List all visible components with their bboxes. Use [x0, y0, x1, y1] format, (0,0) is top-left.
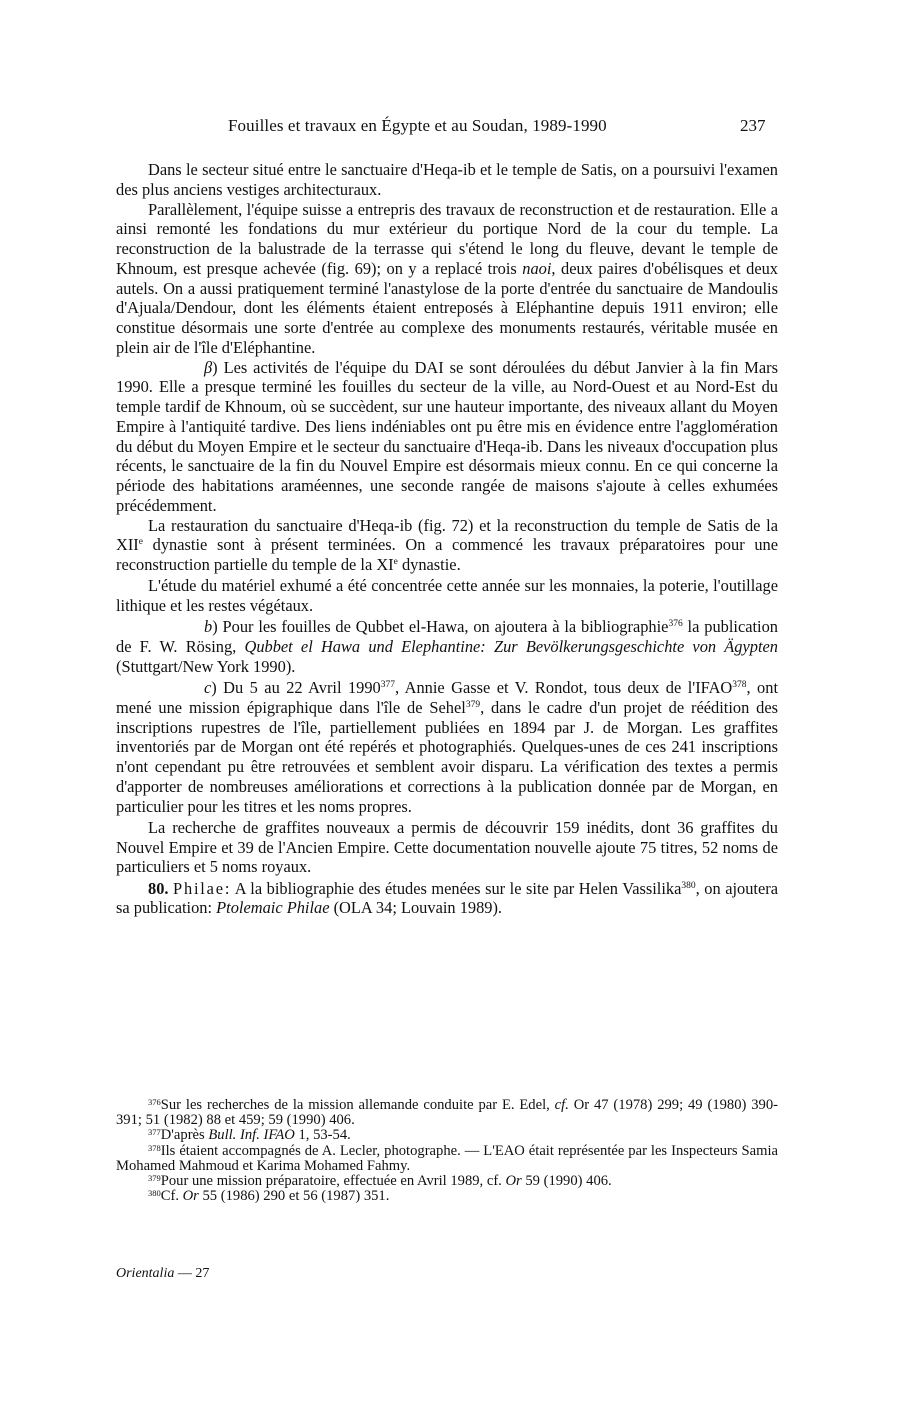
paragraph-2 [116, 200, 778, 358]
paragraph-1-text: Dans le secteur situé entre le sanctuaire d'Heqa-ib et le temple de Satis, on a poursuivi l'examen des plus anciens vestiges architecturaux. [116, 160, 778, 199]
footnote-text: Cf. [160, 1188, 183, 1205]
footnote-ref-376[interactable]: 376 [668, 619, 683, 630]
paragraph-5-text: L'étude du matériel exhumé a été concentrée cette année sur les monnaies, la poterie, l'outillage lithique et les restes végétaux. [116, 576, 778, 615]
book-title: Qubbet el Hawa und Elephantine: Zur Bevölkerungsgeschichte von Ägypten [244, 637, 778, 656]
paragraph-8 [116, 818, 778, 877]
section-label-beta: β [204, 357, 213, 377]
footnote-text: 55 (1986) 290 et 56 (1987) 351. [198, 1188, 390, 1205]
footnote-text: 1, 53-54. [294, 1127, 351, 1144]
footnote-number: 377 [148, 1127, 161, 1138]
footnote-text: 59 (1990) 406. [521, 1173, 612, 1190]
footnote-text: D'après [160, 1127, 209, 1144]
superscript-e: e [393, 557, 398, 567]
site-name-philae: Philae: [173, 878, 232, 898]
journal-abbrev: Or [182, 1188, 199, 1205]
footnote-380 [116, 1189, 778, 1204]
running-head-title: Fouilles et travaux en Égypte et au Soudan, 1989-1990 [228, 116, 607, 135]
footnote-text: Sur les recherches de la mission allemande conduite par E. Edel, [160, 1097, 555, 1113]
journal-title: Bull. Inf. IFAO [208, 1127, 295, 1144]
footnote-text: Or 47 (1978) 299; 49 (1980) 390-391; 51 (1982) 88 et 459; 59 (1990) 406. [116, 1097, 778, 1129]
page-number: 237 [740, 116, 766, 135]
paragraph-4-text-a: La restauration du sanctuaire d'Heqa-ib (fig. 72) et la reconstruction du temple de Satis de la XII [116, 515, 778, 555]
paragraph-2-text-a: Parallèlement, l'équipe suisse a entrepris des travaux de reconstruction et de restauration. Elle a ainsi remonté les fondations du mur extérieur du portique Nord de la cour du temple. La reconstruction de la balustrade de la terrasse qui s'étend le long du fleuve, devant le temple de Khnoum, est presque achevée (fig. 69); on y a replacé trois [116, 199, 778, 278]
journal-name: Orientalia [116, 1266, 175, 1281]
footnote-number: 376 [148, 1097, 161, 1107]
journal-abbrev: Or [505, 1173, 522, 1190]
paragraph-7-text-c: , ont mené une mission épigraphique dans l'île de Sehel [116, 678, 778, 717]
paragraph-9-text-b: , on ajoutera sa publication: [116, 878, 778, 918]
footnote-378 [116, 1144, 778, 1174]
paragraph-9-text-a: A la bibliographie des études menées sur le site par Helen Vassilika [231, 878, 682, 898]
footnote-number: 380 [148, 1188, 161, 1199]
paragraph-9-text-c: (OLA 34; Louvain 1989). [329, 898, 503, 918]
main-text [116, 160, 778, 918]
footnote-377 [116, 1128, 778, 1143]
paragraph-9-philae [116, 879, 778, 919]
footnote-number: 378 [148, 1142, 161, 1153]
paragraph-7-text-b: , Annie Gasse et V. Rondot, tous deux de l'IFAO [394, 678, 733, 697]
section-number-80: 80. [148, 878, 169, 898]
footnote-ref-380[interactable]: 380 [681, 880, 696, 891]
paragraph-4 [116, 516, 778, 575]
section-label-b: b [204, 617, 213, 637]
footnote-ref-377[interactable]: 377 [380, 680, 395, 690]
paragraph-7-text-d: , dans le cadre d'un projet de réédition des inscriptions rupestres de l'île, partiellement publiées en 1894 par J. de Morgan. Les graffites inventoriés par de Morgan ont été repérés et photographiés. Quelques-unes de ces 241 inscriptions n'ont cependant pu être retrouvées et semblent avoir disparu. La vérification des textes a permis d'apporter de nombreuses améliorations et corrections à la publication donnée par de Morgan, en particulier pour les titres et les noms propres. [116, 697, 779, 816]
footnote-379 [116, 1174, 778, 1189]
paragraph-2-text-b: , deux paires d'obélisques et deux autels. On a aussi pratiquement terminé l'anastylose de la porte d'entrée du sanctuaire de Mandoulis d'Ajuala/Dendour, dont les éléments étaient entreposés à Eléphantine depuis 1911 environ; elle constitue désormais une sorte d'entrée au complexe des monuments restaurés, véritable musée en plein air de l'île d'Eléphantine. [116, 258, 778, 357]
book-title: Ptolemaic Philae [216, 898, 330, 918]
section-label-c: c [204, 678, 212, 697]
footnote-cf: cf. [554, 1097, 569, 1113]
signature-mark: — 27 [174, 1266, 210, 1281]
footnote-ref-378[interactable]: 378 [732, 680, 747, 690]
footnote-ref-379[interactable]: 379 [465, 699, 481, 710]
paragraph-3-text: ) Les activités de l'équipe du DAI se sont déroulées du début Janvier à la fin Mars 1990. Elle a presque terminé les fouilles du secteur de la ville, au Nord-Ouest et au Nord-Est du temple tardif de Khnoum, où se succèdent, sur une hauteur importante, des niveaux allant du Moyen Empire à l'antiquité tardive. Des liens indéniables ont pu être mis en évidence entre l'agglomération du début du Moyen Empire et le secteur du sanctuaire d'Heqa-ib. Dans les niveaux d'occupation plus récents, le sanctuaire de la fin du Nouvel Empire est désormais mieux connu. En ce qui concerne la période des habitations araméennes, une seconde rangée de maisons s'ajoute à celles exhumées précédemment. [116, 357, 778, 515]
footnote-text: Pour une mission préparatoire, effectuée en Avril 1989, cf. [160, 1173, 506, 1190]
paragraph-7-text-a: ) Du 5 au 22 Avril 1990 [211, 678, 381, 697]
paragraph-6-b [116, 617, 778, 676]
paragraph-6-text-c: (Stuttgart/New York 1990). [116, 656, 296, 676]
footnote-text: Ils étaient accompagnés de A. Lecler, photographe. — L'EAO était représentée par les Inspecteurs Samia Mohamed Mahmoud et Karima Mohamed Fahmy. [116, 1142, 778, 1174]
paragraph-8-text: La recherche de graffites nouveaux a permis de découvrir 159 inédits, dont 36 graffites du Nouvel Empire et 39 de l'Ancien Empire. Cette documentation nouvelle ajoute 75 titres, 52 noms de particuliers et 5 noms royaux. [116, 817, 778, 877]
footnote-number: 379 [148, 1173, 161, 1184]
paragraph-6-text-a: ) Pour les fouilles de Qubbet el-Hawa, on ajoutera à la bibliographie [212, 617, 669, 637]
paragraph-4-text-b: dynastie sont à présent terminées. On a commencé les travaux préparatoires pour une reconstruction partielle du temple de la XI [116, 535, 778, 574]
term-naoi: naoi [522, 258, 552, 278]
superscript-e: e [138, 537, 143, 548]
paragraph-6-text-b: la publication de F. W. Rösing, [116, 617, 778, 656]
footnote-376 [116, 1098, 778, 1128]
page-footer [116, 1266, 209, 1282]
footnotes [116, 1098, 778, 1204]
paragraph-4-text-c: dynastie. [397, 555, 461, 574]
paragraph-7-c [116, 678, 778, 816]
paragraph-1 [116, 160, 778, 200]
paragraph-3-beta [116, 358, 778, 516]
paragraph-5 [116, 576, 778, 616]
